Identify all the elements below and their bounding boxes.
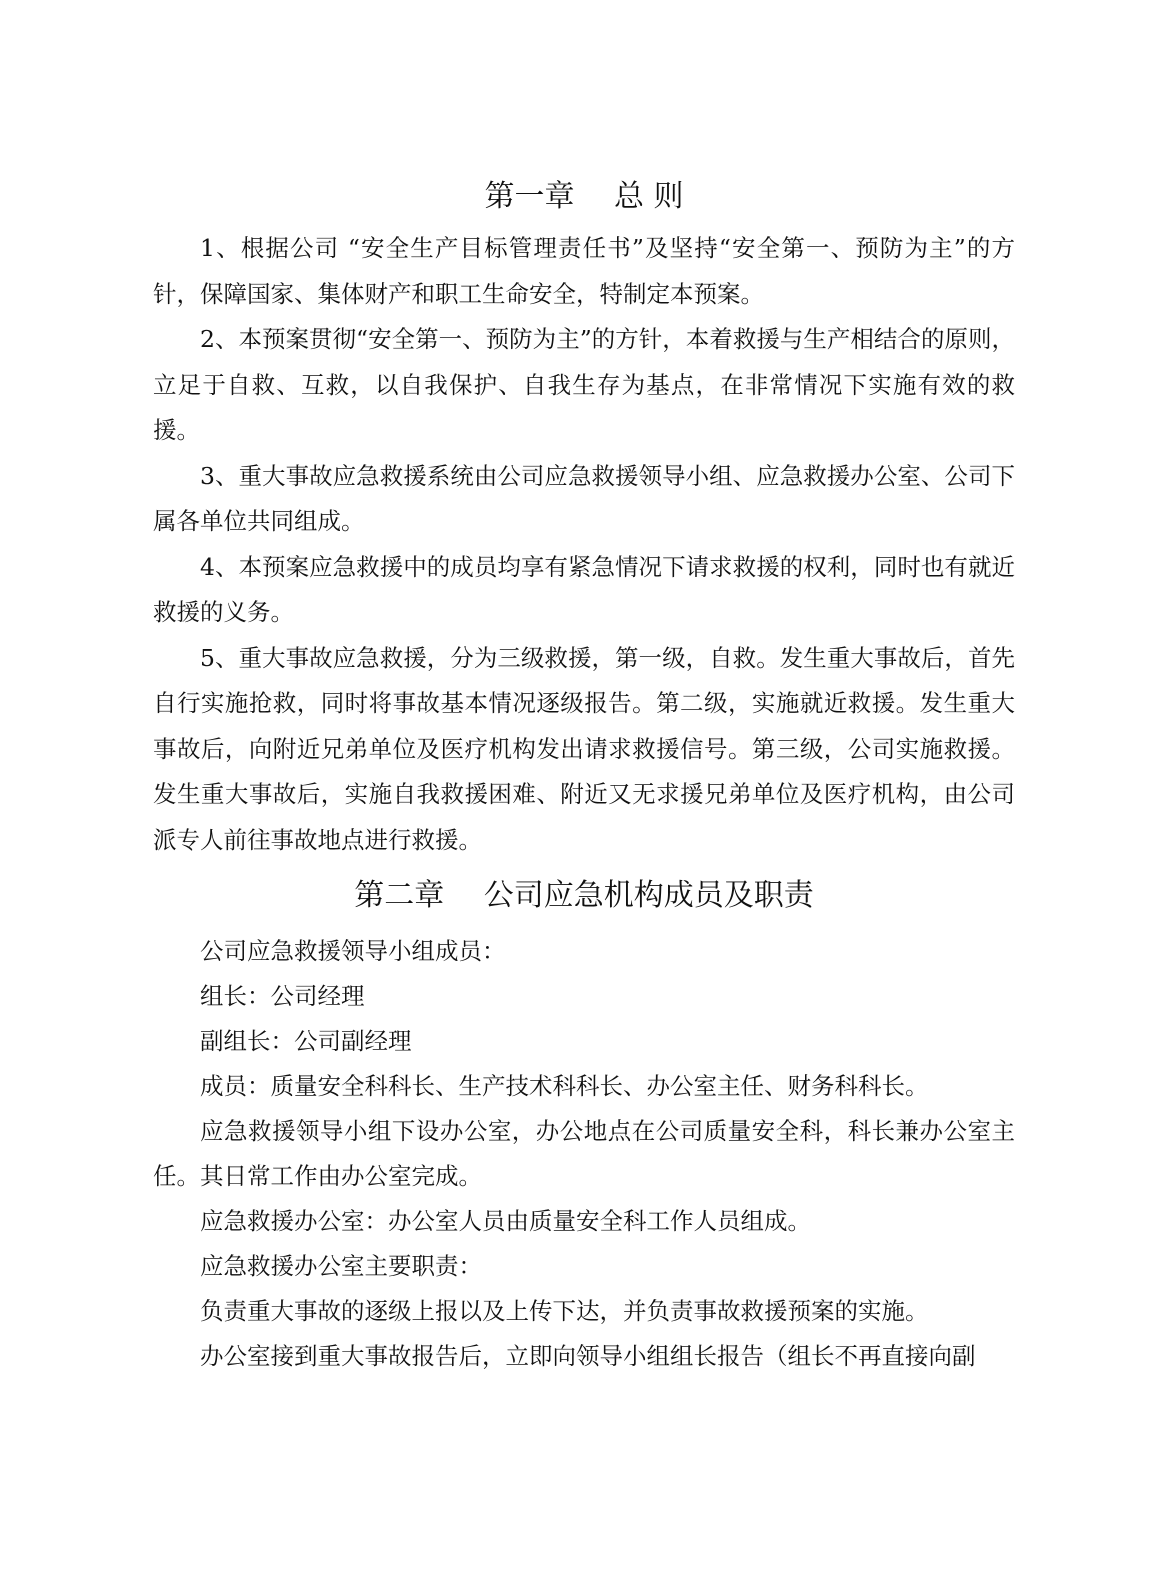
chapter-2-body: [153, 929, 1015, 1379]
chapter-2-paragraph: 成员：质量安全科科长、生产技术科科长、办公室主任、财务科科长。: [200, 1072, 929, 1100]
chapter-2-paragraph: 组长：公司经理: [200, 982, 365, 1010]
chapter-1-body: [153, 226, 1015, 863]
chapter-2-paragraph: 应急救援办公室：办公室人员由质量安全科工作人员组成。: [200, 1207, 811, 1235]
chapter-1-paragraph: 1、根据公司 “安全生产目标管理责任书”及坚持“安全第一、预防为主”的方针，保障国家、集体财产和职工生命安全，特制定本预案。: [153, 234, 1015, 308]
chapter-2-paragraph: 办公室接到重大事故报告后，立即向领导小组组长报告（组长不再直接向副: [200, 1342, 976, 1370]
chapter-2-paragraph: 负责重大事故的逐级上报以及上传下达，并负责事故救援预案的实施。: [200, 1297, 929, 1325]
chapter-1-paragraph: 5、重大事故应急救援，分为三级救援，第一级，自救。发生重大事故后，首先自行实施抢救，同时将事故基本情况逐级报告。第二级，实施就近救援。发生重大事故后，向附近兄弟单位及医疗机构发出请求救援信号。第三级，公司实施救援。发生重大事故后，实施自我救援困难、附近又无求援兄弟单位及医疗机构，由公司派专人前往事故地点进行救援。: [153, 643, 1015, 854]
document-content: [153, 168, 1015, 1379]
chapter-1-title: 第一章 总 则: [484, 179, 684, 214]
chapter-2-paragraph: 副组长：公司副经理: [200, 1027, 412, 1055]
chapter-2-paragraph: 应急救援领导小组下设办公室，办公地点在公司质量安全科，科长兼办公室主任。其日常工作由办公室完成。: [153, 1117, 1015, 1190]
chapter-1-paragraph: 3、重大事故应急救援系统由公司应急救援领导小组、应急救援办公室、公司下属各单位共同组成。: [153, 461, 1015, 535]
chapter-2-title: 第二章 公司应急机构成员及职责: [354, 878, 814, 913]
chapter-2-paragraph: 公司应急救援领导小组成员：: [200, 937, 506, 965]
chapter-2-paragraph: 应急救援办公室主要职责：: [200, 1252, 482, 1280]
chapter-1-paragraph: 2、本预案贯彻“安全第一、预防为主”的方针，本着救援与生产相结合的原则，立足于自救、互救，以自我保护、自我生存为基点，在非常情况下实施有效的救援。: [153, 325, 1015, 444]
chapter-1-paragraph: 4、本预案应急救援中的成员均享有紧急情况下请求救援的权利，同时也有就近救援的义务。: [153, 552, 1015, 626]
